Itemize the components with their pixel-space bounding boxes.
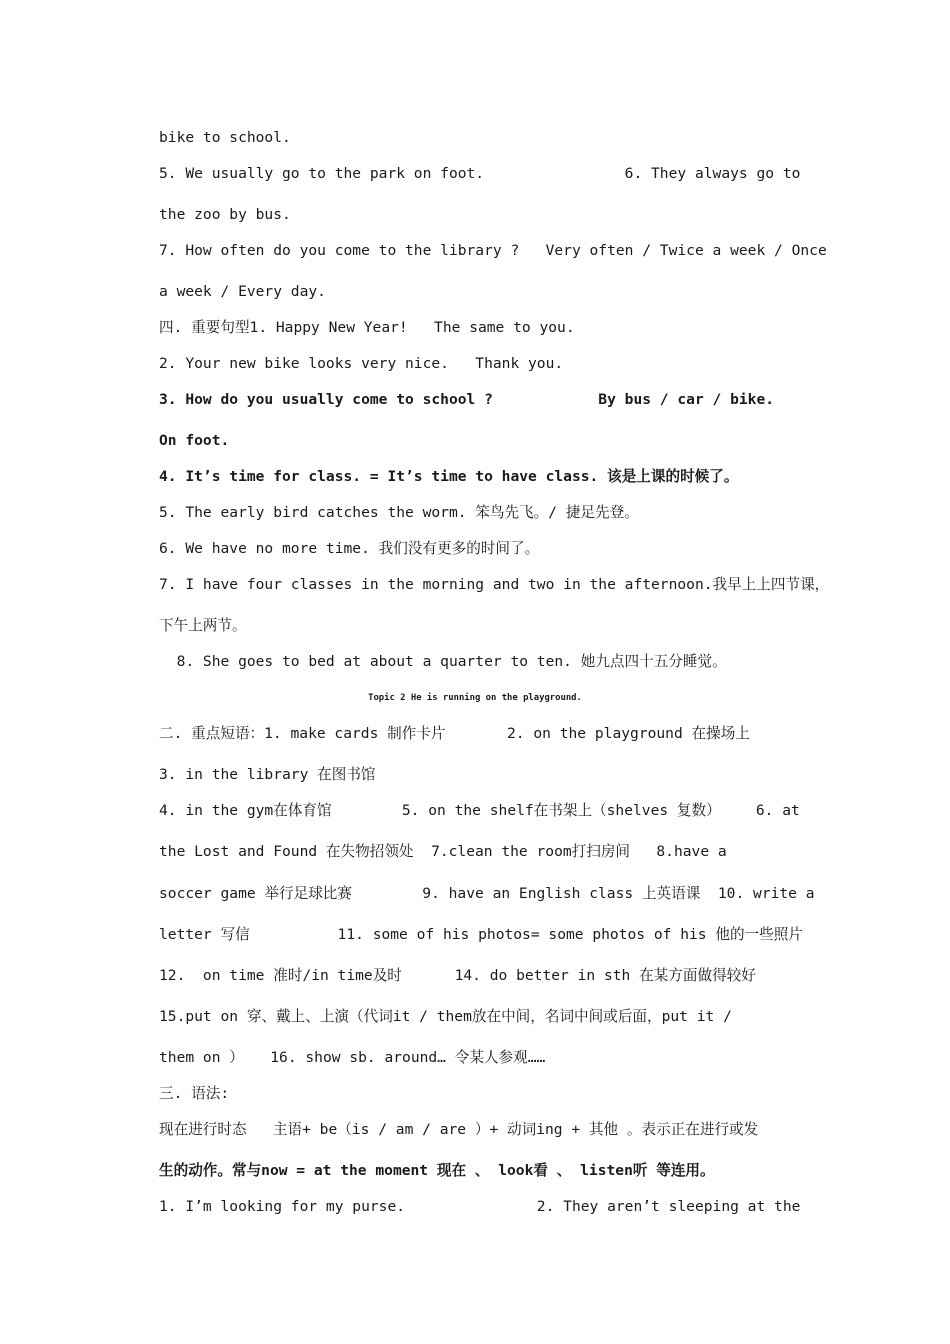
text-line-18: 3. in the library 在图书馆 bbox=[159, 766, 376, 783]
text-line-4: 7. How often do you come to the library ? Very often / Twice a week / Once bbox=[159, 242, 827, 259]
topic-heading: Topic 2 He is running on the playground. bbox=[368, 693, 582, 703]
section-heading-key-phrases: 二. 重点短语：1. make cards 制作卡片 2. on the playground 在操场上 bbox=[159, 725, 750, 742]
text-line-20: the Lost and Found 在失物招领处 7.clean the room打扫房间 8.have a bbox=[159, 843, 727, 860]
text-line-27: 现在进行时态 主语+ be（is / am / are ）+ 动词ing + 其他 。表示正在进行或发 bbox=[159, 1121, 759, 1138]
text-line-10: 4. It’s time for class. = It’s time to have class. 该是上课的时候了。 bbox=[159, 468, 739, 485]
text-line-24: 15.put on 穿、戴上、上演（代词it / them放在中间，名词中间或后面，put it / bbox=[159, 1008, 732, 1025]
text-line-9: On foot. bbox=[159, 432, 230, 449]
text-line-1: bike to school. bbox=[159, 129, 291, 146]
text-line-23: 12. on time 准时/in time及时 14. do better in sth 在某方面做得较好 bbox=[159, 967, 756, 984]
text-line-7: 2. Your new bike looks very nice. Thank you. bbox=[159, 355, 564, 372]
text-line-5: a week / Every day. bbox=[159, 283, 326, 300]
text-line-2: 5. We usually go to the park on foot. 6. They always go to bbox=[159, 165, 801, 182]
text-line-3: the zoo by bus. bbox=[159, 206, 291, 223]
text-line-13: 7. I have four classes in the morning and two in the afternoon.我早上上四节课， bbox=[159, 576, 830, 593]
text-line-12: 6. We have no more time. 我们没有更多的时间了。 bbox=[159, 540, 540, 557]
text-line-19: 4. in the gym在体育馆 5. on the shelf在书架上（shelves 复数） 6. at bbox=[159, 802, 800, 819]
text-line-29: 1. I’m looking for my purse. 2. They aren’t sleeping at the bbox=[159, 1198, 801, 1215]
text-line-28: 生的动作。常与now = at the moment 现在 、 look看 、 listen听 等连用。 bbox=[159, 1162, 715, 1179]
text-line-25: them on ） 16. show sb. around… 令某人参观…… bbox=[159, 1049, 546, 1066]
text-line-22: letter 写信 11. some of his photos= some photos of his 他的一些照片 bbox=[159, 926, 803, 943]
text-line-11: 5. The early bird catches the worm. 笨鸟先飞。/ 捷足先登。 bbox=[159, 504, 639, 521]
text-line-21: soccer game 举行足球比赛 9. have an English class 上英语课 10. write a bbox=[159, 885, 815, 902]
text-line-8: 3. How do you usually come to school ? By bus / car / bike. bbox=[159, 391, 775, 408]
section-heading-key-sentences: 四. 重要句型1. Happy New Year! The same to you. bbox=[159, 319, 575, 336]
section-heading-grammar: 三. 语法: bbox=[159, 1085, 230, 1102]
text-line-14: 下午上两节。 bbox=[159, 617, 247, 634]
text-line-15: 8. She goes to bed at about a quarter to ten. 她九点四十五分睡觉。 bbox=[159, 653, 727, 670]
